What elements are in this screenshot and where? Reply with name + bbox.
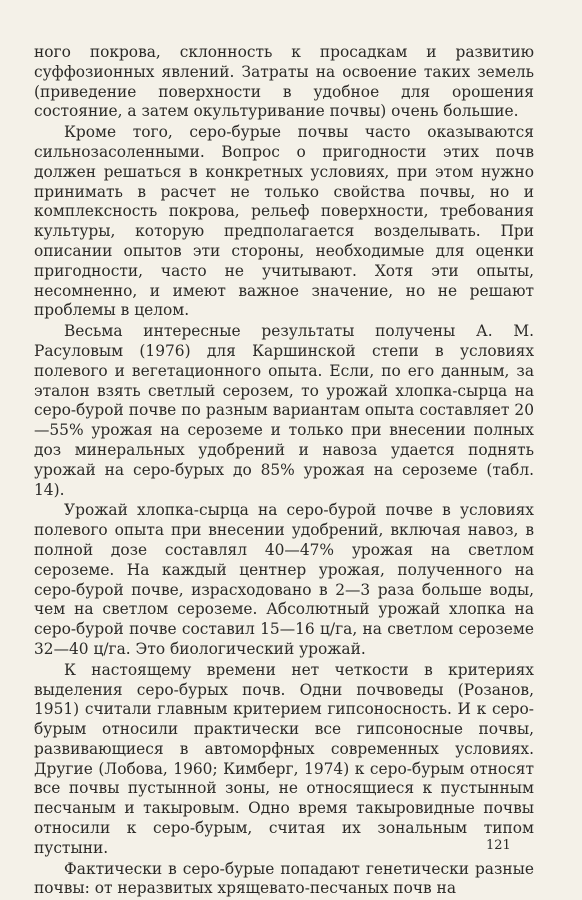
paragraph-2: Кроме того, серо-бурые почвы часто оказываются сильнозасоленными. Вопрос о пригодности этих почв должен решаться в конкретных условиях, при этом нужно принимать в расчет не только свойства почвы, но и комплексность покрова, рельеф поверхности, требования культуры, которую предполагается возделывать. При описании опытов эти стороны, необходимые для оценки пригодности, часто не учитывают. Хотя эти опыты, несомненно, и имеют важное значение, но не решают проблемы в целом. bbox=[34, 123, 534, 320]
paragraph-4: Урожай хлопка-сырца на серо-бурой почве в условиях полевого опыта при внесении удобрений, включая навоз, в полной дозе составлял 40—47% урожая на светлом сероземе. На каждый центнер урожая, полученного на серо-бурой почве, израсходовано в 2—3 раза больше воды, чем на светлом сероземе. Абсолютный урожай хлопка на серо-бурой почве составил 15—16 ц/га, на светлом сероземе 32—40 ц/га. Это биологический урожай. bbox=[34, 501, 534, 658]
page-text bbox=[34, 43, 534, 899]
paragraph-6: Фактически в серо-бурые попадают генетически разные почвы: от неразвитых хрящевато-песчаных почв на bbox=[34, 859, 534, 898]
paragraph-5: К настоящему времени нет четкости в критериях выделения серо-бурых почв. Одни почвоведы (Розанов, 1951) считали главным критерием гипсоносность. И к серо-бурым относили практически все гипсоносные почвы, развивающиеся в автоморфных современных условиях. Другие (Лобова, 1960; Кимберг, 1974) к серо-бурым относят все почвы пустынной зоны, не относящиеся к пустынным песчаным и такыровым. Одно время такыровидные почвы относили к серо-бурым, считая их зональным типом пустыни. bbox=[34, 660, 534, 857]
page-number: 121 bbox=[486, 838, 511, 853]
paragraph-3: Весьма интересные результаты получены А. М. Расуловым (1976) для Каршинской степи в условиях полевого и вегетационного опыта. Если, по его данным, за эталон взять светлый серозем, то урожай хлопка-сырца на серо-бурой почве по разным вариантам опыта составляет 20—55% урожая на сероземе и только при внесении полных доз минеральных удобрений и навоза удается поднять урожай на серо-бурых до 85% урожая на сероземе (табл. 14). bbox=[34, 322, 534, 499]
paragraph-1: ного покрова, склонность к просадкам и развитию суффозионных явлений. Затраты на освоение таких земель (приведение поверхности в удобное для орошения состояние, а затем окультуривание почвы) очень большие. bbox=[34, 43, 534, 121]
